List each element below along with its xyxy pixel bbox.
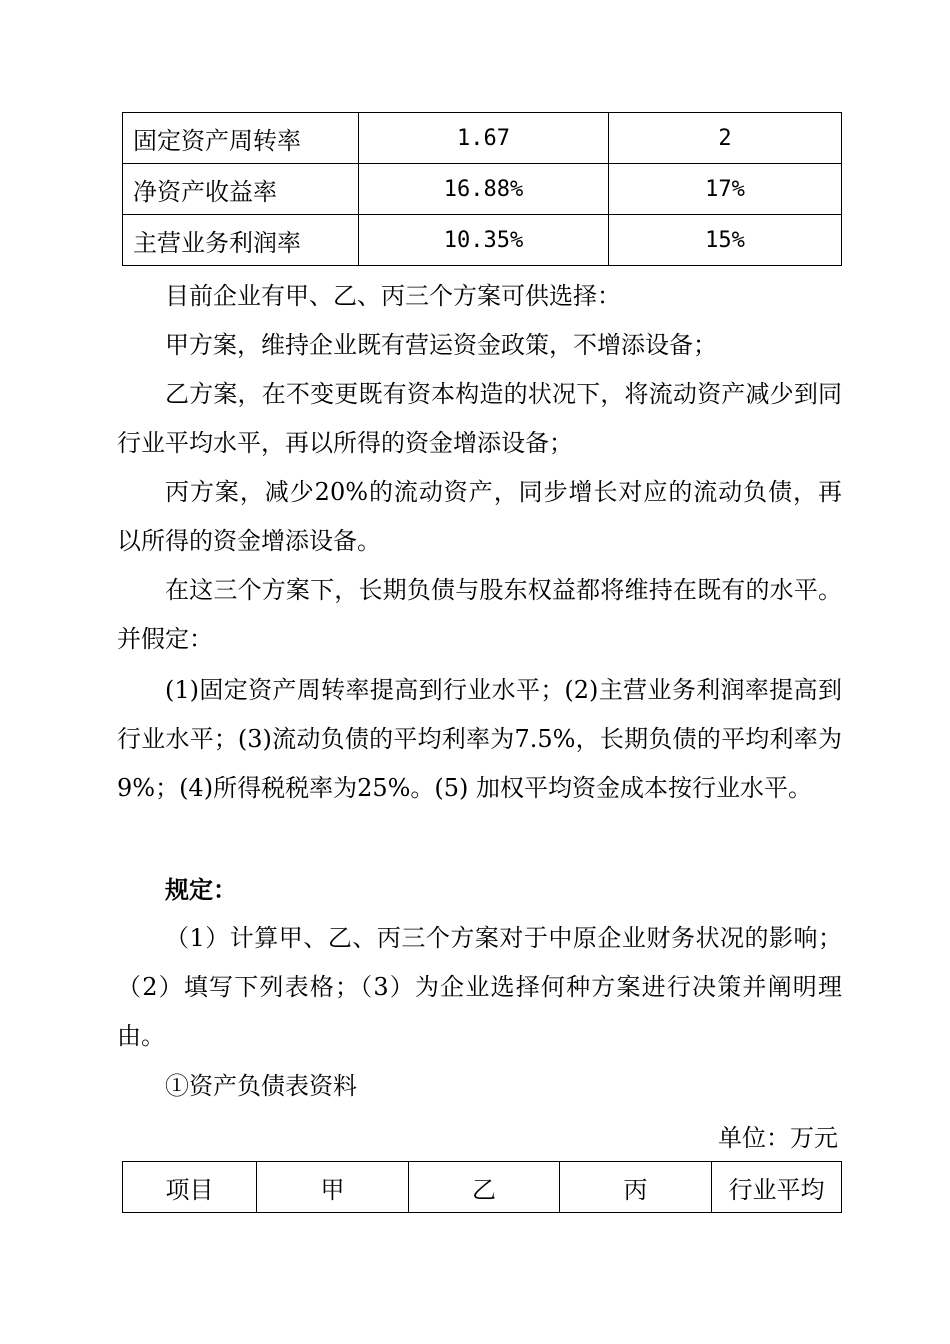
plan-a-paragraph: 甲方案，维持企业既有营运资金政策，不增添设备； [165, 331, 717, 359]
header-plan-a: 甲 [257, 1162, 409, 1213]
company-value: 1.67 [359, 113, 609, 164]
industry-value: 2 [609, 113, 842, 164]
industry-value: 15% [609, 215, 842, 266]
header-item: 项目 [123, 1162, 257, 1213]
industry-value: 17% [609, 164, 842, 215]
company-value: 16.88% [359, 164, 609, 215]
header-industry-average: 行业平均 [712, 1162, 842, 1213]
table-row [123, 164, 842, 215]
balance-table [122, 1161, 842, 1213]
table-header-row [123, 1162, 842, 1213]
table-row [123, 215, 842, 266]
assumption-paragraph: 在这三个方案下，长期负债与股东权益都将维持在既有的水平。并假定： [117, 576, 842, 653]
requirement-heading: 规定： [165, 875, 237, 904]
header-plan-c: 丙 [560, 1162, 712, 1213]
table-row [123, 113, 842, 164]
header-plan-b: 乙 [409, 1162, 560, 1213]
row-label: 固定资产周转率 [123, 113, 359, 164]
indicator-table [122, 112, 842, 266]
balance-sheet-title: ①资产负债表资料 [165, 1072, 357, 1100]
company-value: 10.35% [359, 215, 609, 266]
intro-paragraph: 目前企业有甲、乙、丙三个方案可供选择： [165, 282, 621, 310]
row-label: 净资产收益率 [123, 164, 359, 215]
plan-c-paragraph: 丙方案，减少20%的流动资产，同步增长对应的流动负债，再以所得的资金增添设备。 [117, 478, 842, 555]
plan-b-paragraph: 乙方案，在不变更既有资本构造的状况下，将流动资产减少到同行业平均水平，再以所得的资金增添设备； [117, 380, 842, 457]
requirements-paragraph: （1）计算甲、乙、丙三个方案对于中原企业财务状况的影响；（2）填写下列表格；（3）为企业选择何种方案进行决策并阐明理由。 [117, 924, 842, 1050]
unit-label: 单位：万元 [718, 1124, 838, 1152]
conditions-paragraph: (1)固定资产周转率提高到行业水平；(2)主营业务利润率提高到行业水平；(3)流动负债的平均利率为7.5%，长期负债的平均利率为9%；(4)所得税税率为25%。(5) 加权平均资金成本按行业水平。 [117, 676, 842, 802]
row-label: 主营业务利润率 [123, 215, 359, 266]
